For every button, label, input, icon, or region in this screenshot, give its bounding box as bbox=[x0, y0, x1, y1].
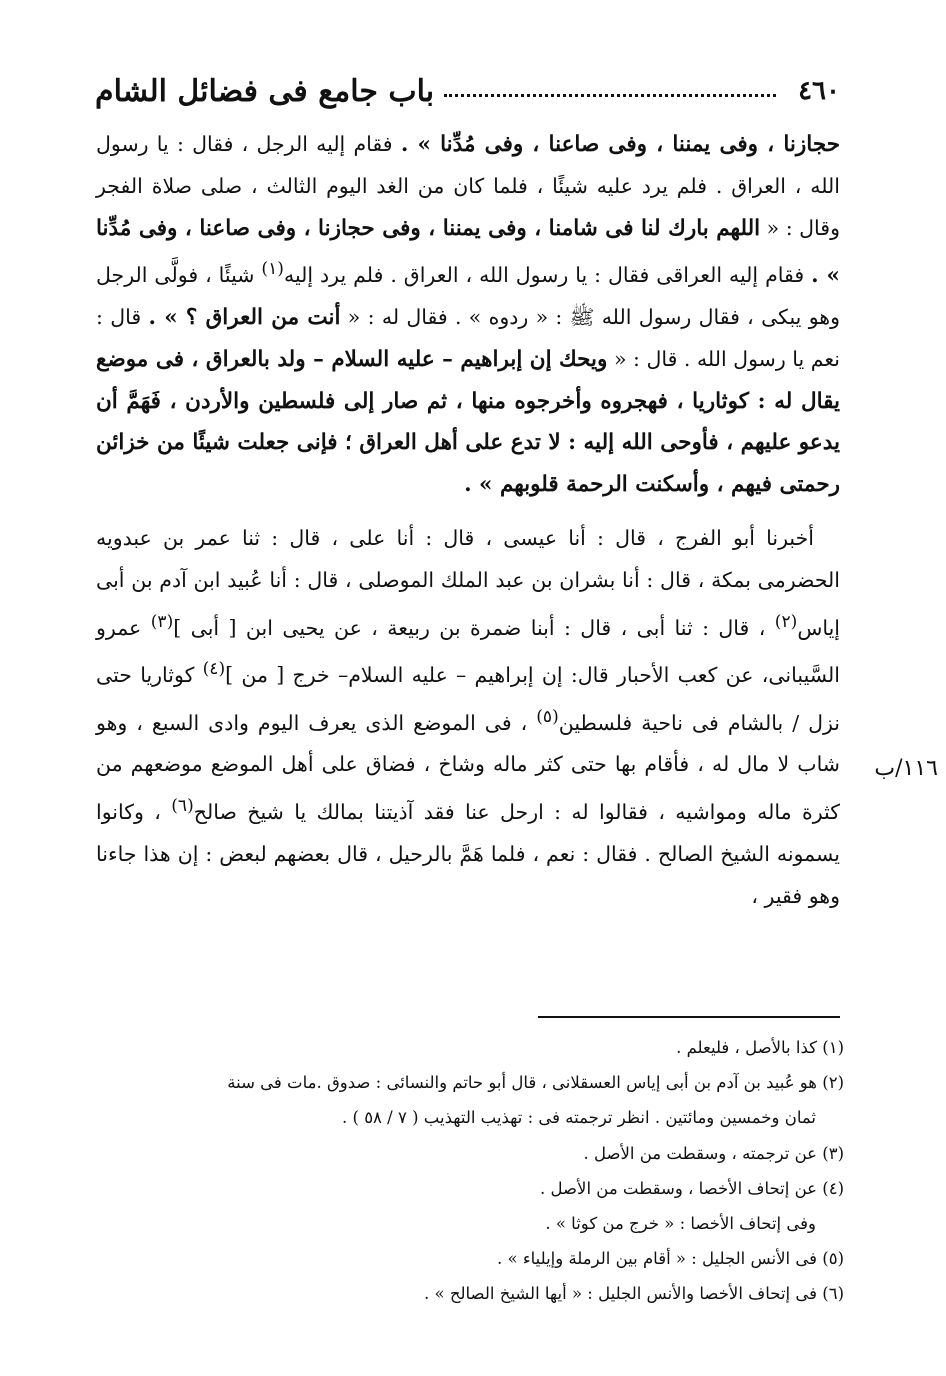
text-plain: ، فى الموضع الذى يعرف اليوم وادى السبع ، وهو شاب لا مال له ، فأقام بها حتى كثر ماله وشاخ ، فضاق على أهل الموضع موضعهم من كثرة ماله ومواشيه ، فقالوا له : ارحل عنا فقد آذيتنا بمالك يا شيخ صالح bbox=[96, 710, 840, 825]
text-plain: فقام إليه العراقى فقال : يا رسول الله ، العراق . فلم يرد إليه bbox=[283, 263, 812, 288]
text-plain: كوثاريا حتى نزل / بالشام فى ناحية فلسطين bbox=[96, 663, 840, 735]
page-number: ٤٦٠ bbox=[798, 76, 840, 106]
footnote-continuation: ثمان وخمسين ومائتين . انظر ترجمته فى : تهذيب التهذيب ( ٧ / ٥٨ ) . bbox=[342, 1108, 816, 1128]
footnote-ref: (٤) bbox=[202, 659, 226, 680]
paragraph-isnad bbox=[96, 518, 840, 917]
text-plain: شيئًا ، فولَّى الرجل وهو يبكى ، فقال رسول الله ﷺ : « ردوه » . فقال له : « bbox=[96, 263, 840, 330]
text-bold: حجازنا ، وفى يمننا ، وفى صاعنا ، وفى مُدِّنا » . bbox=[400, 132, 840, 157]
text-plain: ، قال : ثنا أبى ، قال : أبنا ضمرة بن ربيعة ، عن يحيى ابن [ أبى ] bbox=[173, 615, 775, 640]
text-bold: اللهم بارك لنا فى شامنا ، وفى يمننا ، وفى حجازنا ، وفى صاعنا ، وفى مُدِّنا » . bbox=[96, 215, 840, 289]
text-plain: عمرو السَّيبانى، عن كعب الأحبار قال: إن إبراهيم – عليه السلام– خرج [ من ] bbox=[96, 615, 840, 688]
folio-margin-note: ١١٦/ب bbox=[874, 756, 938, 781]
footnote-ref: (٢) bbox=[774, 611, 798, 632]
footnote-ref: (٥) bbox=[536, 706, 559, 727]
footnotes bbox=[96, 1030, 844, 1312]
paragraph-hadith bbox=[96, 124, 840, 506]
header-dotted-leader bbox=[444, 94, 776, 97]
text-plain: ، وكانوا يسمونه الشيخ الصالح . فقال : نعم ، فلما هَمَّ بالرحيل ، قال بعضهم لبعض : إن هذا جاءنا وهو فقير ، bbox=[96, 800, 840, 908]
main-text bbox=[96, 124, 840, 917]
text-plain: قال : نعم يا رسول الله . قال : « bbox=[96, 305, 840, 371]
footnote-item: (٦) فى إتحاف الأخصا والأنس الجليل : « أيها الشيخ الصالح » . bbox=[424, 1284, 844, 1304]
footnote-item: (٢) هو عُبيد بن آدم بن أبى إياس العسقلانى ، قال أبو حاتم والنسائى : صدوق .مات فى سنة bbox=[227, 1073, 844, 1093]
footnote-item: (٥) فى الأنس الجليل : « أقام بين الرملة وإيلياء » . bbox=[497, 1249, 844, 1269]
page-header bbox=[95, 66, 840, 116]
footnote-item: (١) كذا بالأصل ، فليعلم . bbox=[676, 1038, 844, 1057]
text-plain: أخبرنا أبو الفرج ، قال : أنا عيسى ، قال : أنا على ، قال : ثنا عمر بن عبدويه الحضرمى بمكة ، قال : أنا بشران بن عبد الملك الموصلى ، قال : أنا عُبيد ابن آدم بن أبى إياس bbox=[96, 526, 840, 640]
footnote-item: (٣) عن ترجمته ، وسقطت من الأصل . bbox=[583, 1143, 844, 1163]
footnote-continuation: وفى إتحاف الأخصا : « خرج من كوثا » . bbox=[545, 1214, 816, 1234]
text-bold: ويحك إن إبراهيم – عليه السلام – ولد بالعراق ، فى موضع يقال له : كوثاريا ، فهجروه وأخرجوه منها ، ثم صار إلى فلسطين والأردن ، فَهَمَّ أن يدعو عليهم ، فأوحى الله إليه : لا تدع على أهل العراق ؛ فإنى جعلت شيئًا من خزائن رحمتى فيهم ، وأسكنت الرحمة قلوبهم » . bbox=[96, 346, 840, 498]
footnote-ref: (٣) bbox=[150, 611, 174, 632]
running-title: باب جامع فى فضائل الشام bbox=[95, 73, 435, 109]
footnote-ref: (٦) bbox=[171, 796, 194, 817]
text-plain: فقام إليه الرجل ، فقال : يا رسول الله ، العراق . فلم يرد عليه شيئًا ، فلما كان من الغد اليوم الثالث ، صلى صلاة الفجر وقال : « bbox=[96, 132, 840, 240]
footnote-separator bbox=[538, 1016, 840, 1018]
text-bold: أنت من العراق ؟ » . bbox=[148, 305, 341, 331]
footnote-ref: (١) bbox=[261, 259, 284, 280]
footnote-item: (٤) عن إتحاف الأخصا ، وسقطت من الأصل . bbox=[540, 1178, 844, 1198]
